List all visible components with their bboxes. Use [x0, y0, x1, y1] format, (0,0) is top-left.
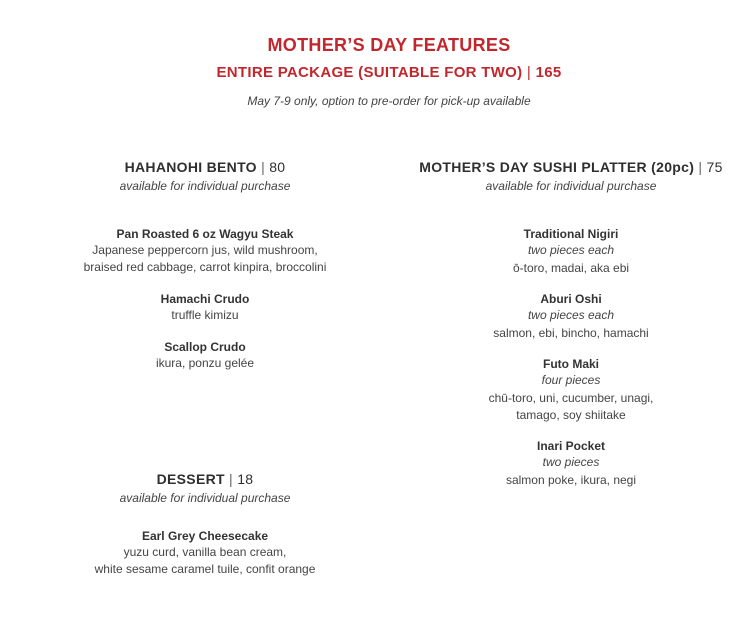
menu-item-name: Traditional Nigiri — [523, 227, 619, 241]
dessert-title-text: DESSERT — [156, 471, 225, 487]
menu-item — [60, 528, 350, 578]
menu-item — [410, 291, 732, 342]
menu-item — [410, 356, 732, 424]
menu-item — [60, 291, 350, 324]
bento-separator: | — [256, 159, 270, 175]
bento-section — [60, 158, 350, 387]
menu-item-name: Futo Maki — [543, 357, 599, 371]
sushi-separator: | — [694, 159, 707, 175]
menu-item-description: salmon poke, ikura, negi — [505, 473, 637, 487]
menu-item — [60, 226, 350, 276]
menu-item — [410, 226, 732, 277]
page-title: MOTHER’S DAY FEATURES — [267, 35, 511, 55]
menu-item-description: tamago, soy shiitake — [516, 408, 626, 422]
dessert-subtitle: available for individual purchase — [119, 491, 291, 505]
sushi-price: 75 — [706, 159, 723, 175]
availability-note: May 7-9 only, option to pre-order for pick-up available — [247, 94, 531, 108]
menu-item-portion: two pieces each — [527, 243, 615, 257]
menu-item-name: Aburi Oshi — [540, 292, 602, 306]
menu-item-description: Japanese peppercorn jus, wild mushroom, — [92, 243, 318, 257]
menu-item — [410, 438, 732, 489]
package-subtitle — [0, 64, 748, 82]
menu-item — [60, 339, 350, 372]
bento-title-text: HAHANOHI BENTO — [124, 159, 257, 175]
menu-item-description: ō-toro, madai, aka ebi — [512, 261, 630, 275]
sushi-section — [410, 158, 732, 503]
sushi-subtitle: available for individual purchase — [485, 179, 657, 193]
menu-item-description: salmon, ebi, bincho, hamachi — [493, 326, 649, 340]
menu-item-name: Hamachi Crudo — [160, 292, 250, 306]
menu-item-name: Scallop Crudo — [164, 340, 246, 354]
menu-item-portion: two pieces — [542, 455, 600, 469]
menu-item-portion: four pieces — [541, 373, 601, 387]
dessert-price: 18 — [237, 471, 254, 487]
menu-item-name: Earl Grey Cheesecake — [141, 529, 269, 543]
package-separator: | — [522, 64, 536, 81]
menu-item-portion: two pieces each — [527, 308, 615, 322]
menu-item-description: ikura, ponzu gelée — [155, 356, 255, 370]
bento-price: 80 — [269, 159, 286, 175]
sushi-title — [410, 158, 732, 176]
dessert-title — [60, 470, 350, 488]
menu-item-description: white sesame caramel tuile, confit orange — [94, 562, 316, 576]
package-price: 165 — [535, 64, 562, 81]
menu-item-name: Pan Roasted 6 oz Wagyu Steak — [116, 227, 294, 241]
dessert-section — [60, 470, 350, 593]
menu-item-description: braised red cabbage, carrot kinpira, broccolini — [83, 260, 327, 274]
menu-item-name: Inari Pocket — [536, 439, 606, 453]
bento-subtitle: available for individual purchase — [119, 179, 291, 193]
dessert-separator: | — [224, 471, 238, 487]
menu-header — [0, 34, 748, 108]
menu-item-description: chū-toro, uni, cucumber, unagi, — [488, 391, 654, 405]
package-label: ENTIRE PACKAGE (SUITABLE FOR TWO) — [216, 64, 523, 81]
bento-title — [60, 158, 350, 176]
menu-item-description: truffle kimizu — [171, 308, 239, 322]
sushi-title-text: MOTHER’S DAY SUSHI PLATTER (20pc) — [419, 159, 695, 175]
menu-item-description: yuzu curd, vanilla bean cream, — [123, 545, 287, 559]
